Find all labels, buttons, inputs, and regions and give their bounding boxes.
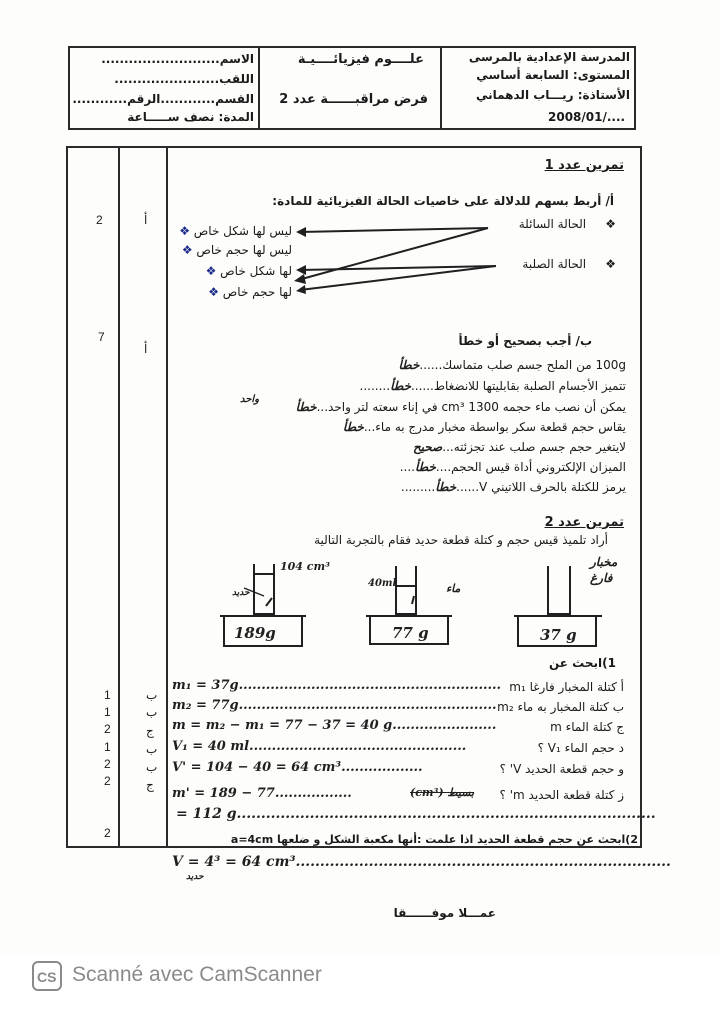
- statement-1: 100g من الملح جسم صلب متماسك......خطأ: [398, 358, 626, 372]
- figure-2-volume: 40ml: [368, 578, 397, 589]
- camscanner-logo-icon: [32, 961, 62, 991]
- property-1: ليس لها شكل خاص ❖: [179, 224, 292, 238]
- duration: المدة: نصف ســـــاعة: [127, 110, 254, 124]
- ex1-a-instruction: أ/ أربط بسهم للدلالة على خاصيات الحالة الفيزيائية للمادة:: [272, 194, 614, 208]
- answer-d: V₁ = 40 ml................................................: [172, 739, 467, 754]
- statement-4: يقاس حجم قطعة سكر بواسطة مخبار مدرج به ماء...خطأ: [342, 420, 626, 434]
- figure-2-scale: 77 g: [392, 624, 429, 642]
- figure-1-volume: 104 cm³: [280, 560, 330, 573]
- property-2: ليس لها حجم خاص ❖: [181, 243, 292, 257]
- ex2-mark-1: 1: [104, 688, 111, 702]
- bullet-icon: ❖: [181, 243, 197, 257]
- answer-b: m₂ = 77g.........................................................: [172, 698, 497, 713]
- school-name: المدرسة الإعدادية بالمرسى: [468, 50, 630, 64]
- ex2-criterion-3: ج: [146, 724, 154, 738]
- statement-6: الميزان الإلكتروني أداة قيس الحجم....خطأ....: [399, 460, 626, 474]
- answer-7: خطأ: [435, 480, 457, 494]
- main-bottom-border: [66, 846, 642, 848]
- solid-state: ❖ الحالة الصلبة: [522, 257, 616, 271]
- handwritten-note: واحد: [240, 394, 260, 405]
- q1-title: 1)ابحث عن: [549, 656, 616, 670]
- teacher: الأستاذة: ريـــاب الدهماني: [475, 88, 630, 102]
- ex1-mark-a: 2: [96, 213, 103, 227]
- surname-field: اللقب.......................: [114, 72, 254, 86]
- figure-1-scale: 189g: [234, 624, 276, 642]
- q2-note: حديد: [186, 872, 204, 882]
- bullet-icon: ❖: [586, 217, 616, 231]
- ex2-mark-4: 1: [104, 740, 111, 754]
- answer-6: خطأ: [414, 460, 436, 474]
- arrow-liquid-no-shape: [300, 228, 488, 232]
- scanner-footer: [0, 955, 720, 1022]
- ex2-intro: أراد تلميذ قيس حجم و كتلة قطعة حديد فقام بالتجربة التالية: [314, 533, 608, 547]
- ex1-b-instruction: ب/ أجب بصحيح أو خطأ: [458, 334, 592, 348]
- ex2-mark-3: 2: [104, 722, 111, 736]
- ex2-title: تمرين عدد 2: [544, 515, 624, 530]
- arrow-liquid-volume: [298, 228, 488, 280]
- question-e: و حجم قطعة الحديد V' ؟: [499, 762, 624, 776]
- class-number-field: القسم............الرقم............: [72, 92, 254, 106]
- bullet-icon: ❖: [205, 264, 221, 278]
- level: المستوى: السابعة أساسي: [476, 68, 630, 82]
- answer-2: خطأ: [390, 379, 411, 393]
- figure-3-object: مخبار فارغ: [590, 555, 618, 585]
- q2-text: 2)ابحث عن حجم قطعة الحديد اذا علمت :أنها مكعبة الشكل و ضلعها a=4cm: [230, 833, 638, 846]
- property-3: لها شكل خاص ❖: [205, 264, 292, 278]
- ex2-criterion-6: ج: [146, 778, 154, 792]
- question-c: ج كتلة الماء m: [550, 720, 624, 734]
- ex1-mark-b: 7: [98, 330, 105, 344]
- ex2-mark-5: 2: [104, 757, 111, 771]
- watermark-text: Scanné avec CamScanner: [72, 963, 322, 986]
- statement-3: يمكن أن نصب ماء حجمه 1300 cm³ في إناء سعته لتر واحد...خطأ: [295, 400, 626, 414]
- statement-2: تتميز الأجسام الصلبة بقابليتها للانضغاط......خطأ........: [359, 379, 626, 393]
- answer-c: m = m₂ − m₁ = 77 − 37 = 40 g.......................: [172, 718, 497, 733]
- bullet-icon: ❖: [586, 257, 616, 271]
- q2-answer: V = 4³ = 64 cm³.............................................................................: [172, 854, 671, 870]
- closing: عمـــلا موفــــــقا: [393, 906, 496, 920]
- ex2-criterion-1: ب: [146, 688, 158, 702]
- figure-3-scale: 37 g: [540, 626, 577, 644]
- question-b: ب كتلة المخبار به ماء m₂: [497, 700, 624, 714]
- figure-1-object: حديد: [232, 588, 250, 598]
- answer-a: m₁ = 37g..........................................................: [172, 678, 502, 693]
- question-f: ز كتلة قطعة الحديد m' ؟: [499, 788, 624, 802]
- ex1-criterion-a: أ: [144, 213, 148, 227]
- statement-5: لايتغير حجم جسم صلب عند تجزئته...صحيح: [412, 440, 626, 454]
- ex2-criterion-5: ب: [146, 760, 158, 774]
- answer-3: خطأ: [295, 400, 317, 414]
- subject: علــــوم فيزيائــــيـة: [297, 52, 424, 67]
- liquid-state: ❖ الحالة السائلة: [518, 217, 616, 231]
- answer-f: m' = 189 − 77.................: [172, 786, 352, 801]
- strike-note: (cm³) بسيط: [410, 786, 475, 799]
- statement-7: يرمز للكتلة بالحرف اللاتيني V......خطأ.........: [400, 480, 626, 494]
- ex2-mark-7: 2: [104, 826, 111, 840]
- answer-5: صحيح: [412, 440, 443, 454]
- matching-arrows: [0, 0, 720, 320]
- answer-4: خطأ: [342, 420, 364, 434]
- ex2-criterion-4: ب: [146, 742, 158, 756]
- date: 2008/01/....: [548, 110, 626, 124]
- answer-1: خطأ: [398, 358, 420, 372]
- ex1-title: تمرين عدد 1: [544, 158, 624, 173]
- ex2-mark-2: 1: [104, 705, 111, 719]
- svg-text:CS: CS: [37, 969, 57, 985]
- test-title: فرض مراقبــــــة عدد 2: [279, 92, 428, 107]
- bullet-icon: ❖: [208, 285, 223, 299]
- answer-e: V' = 104 − 40 = 64 cm³..................: [172, 760, 423, 775]
- question-d: د حجم الماء V₁ ؟: [537, 741, 624, 755]
- ex2-criterion-2: ب: [146, 705, 158, 719]
- ex1-criterion-b: أ: [144, 342, 148, 356]
- name-field: الاسم..........................: [101, 52, 254, 66]
- ex2-mark-6: 2: [104, 774, 111, 788]
- bullet-icon: ❖: [179, 224, 194, 238]
- answer-f-continued: = 112 g......................................................................................: [176, 806, 656, 822]
- question-a: أ كتلة المخبار فارغا m₁: [509, 680, 624, 694]
- property-4: لها حجم خاص ❖: [208, 285, 292, 299]
- figure-2-object: ماء: [446, 582, 461, 595]
